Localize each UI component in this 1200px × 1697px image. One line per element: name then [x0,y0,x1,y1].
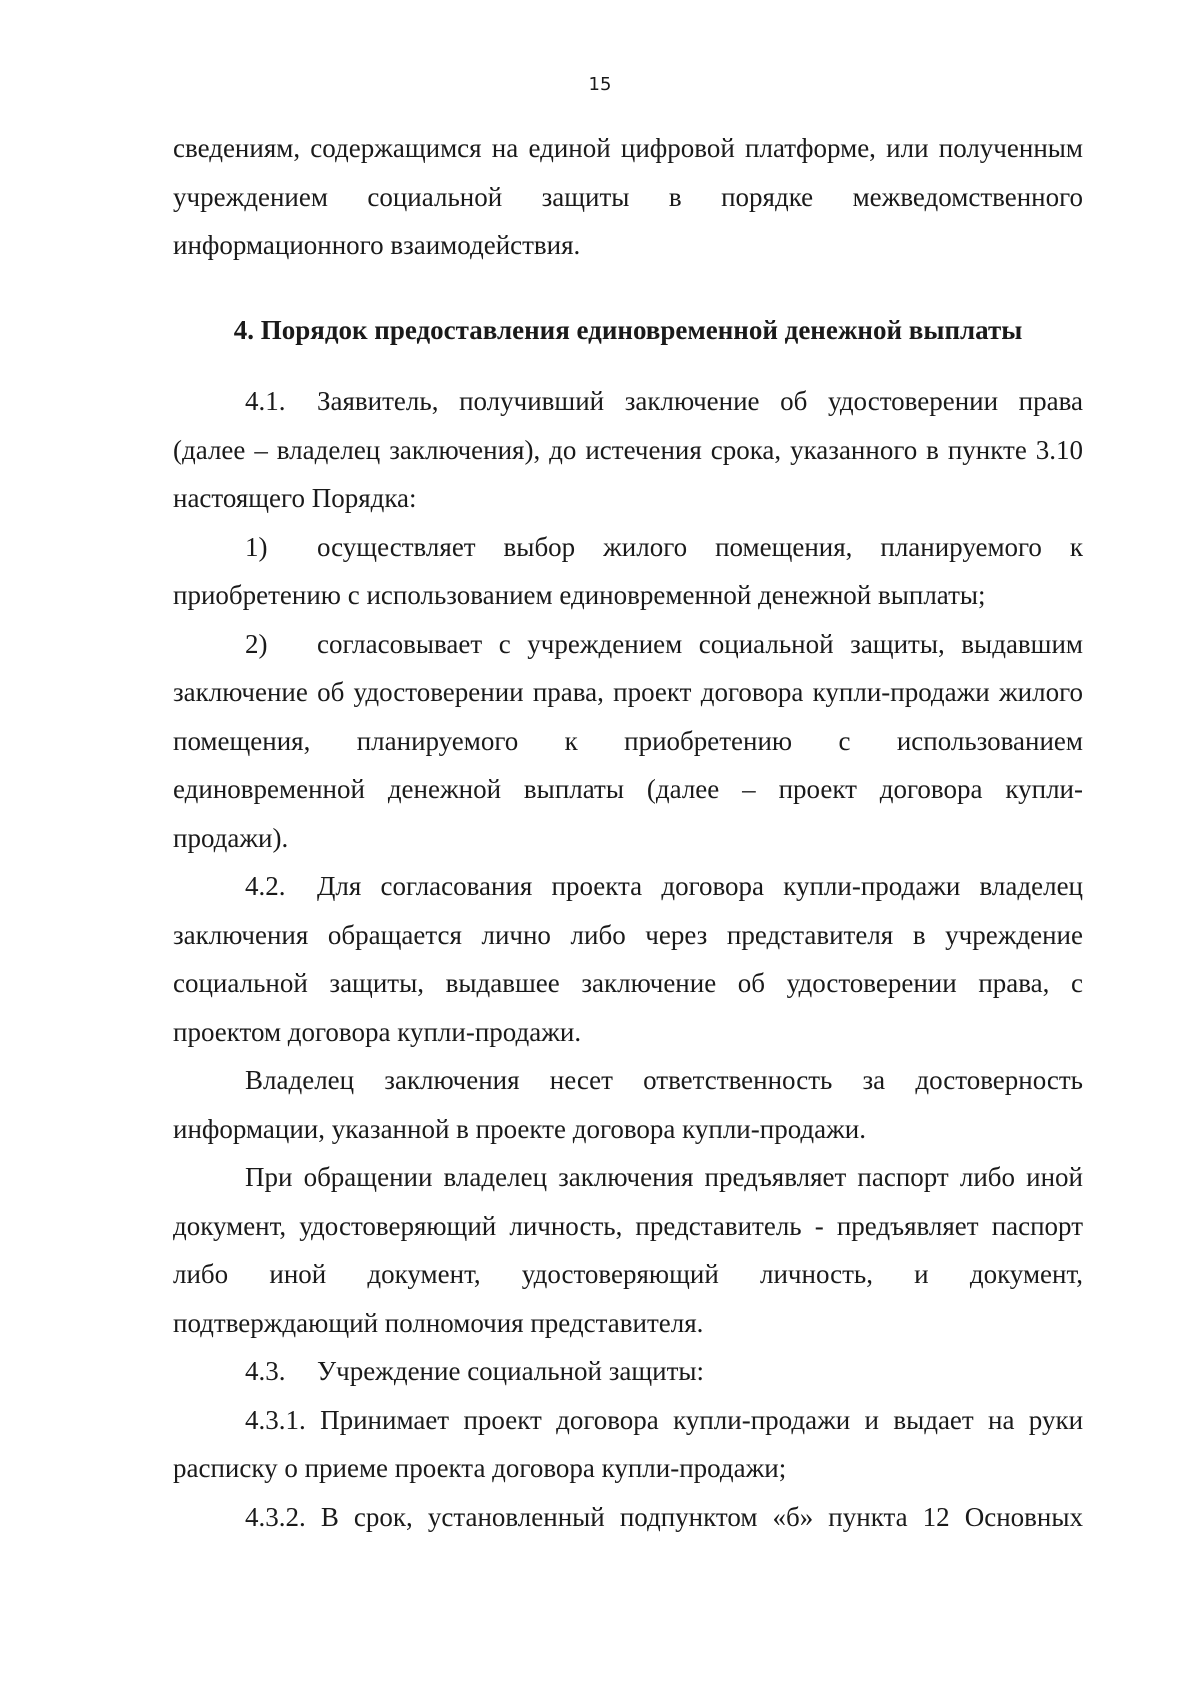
section-heading: 4. Порядок предоставления единовременной денежной выплаты [233,314,1023,345]
paragraph-responsibility [173,1056,1083,1153]
paragraph-text: Для согласования проекта договора купли-продажи владелец заключения обращается лично либо через представителя в учреждение социальной защиты, выдавшее заключение об удостоверении права, с проектом договора купли-продажи. [173,871,1083,1047]
paragraph-4-2 [173,862,1083,1056]
paragraph-4-3 [173,1347,1083,1396]
paragraph-text: В срок, установленный подпунктом «б» пункта 12 Основных [320,1501,1084,1532]
paragraph-text: Принимает проект договора купли-продажи и выдает на руки расписку о приеме проекта договора купли-продажи; [173,1404,1084,1483]
paragraph-4-3-1 [173,1396,1083,1493]
paragraph-number: 4.3.1. [245,1404,306,1435]
list-item-number: 2) [245,628,268,659]
paragraph-number: 4.3.2. [245,1501,306,1532]
paragraph-number: 4.1. [245,386,286,416]
paragraph-text: При обращении владелец заключения предъявляет паспорт либо иной документ, удостоверяющий личность, представитель - предъявляет паспорт либо иной документ, удостоверяющий личность, и документ, подтверждающий полномочия представителя. [173,1162,1083,1338]
paragraph-number: 4.3. [245,1356,286,1386]
document-body [173,124,1083,1541]
paragraph-documents [173,1153,1083,1347]
paragraph-text: Владелец заключения несет ответственность за достоверность информации, указанной в проекте договора купли-продажи. [173,1065,1083,1144]
paragraph-number: 4.2. [245,871,286,901]
paragraph-4-3-2 [173,1493,1083,1542]
list-item-text: осуществляет выбор жилого помещения, планируемого к приобретению с использованием единовременной денежной выплаты; [173,531,1083,610]
list-item-1 [173,523,1083,620]
list-item-text: согласовывает с учреждением социальной защиты, выдавшим заключение об удостоверении права, проект договора купли-продажи жилого помещения, планируемого к приобретению с использованием единовременной денежной выплаты (далее – проект договора купли-продажи). [173,628,1083,853]
paragraph-text: Учреждение социальной защиты: [317,1356,705,1386]
list-item-number: 1) [245,531,268,562]
page-number: 15 [588,74,612,95]
continuation-paragraph: сведениям, содержащимся на единой цифровой платформе, или полученным учреждением социальной защиты в порядке межведомственного информационного взаимодействия. [173,133,1083,260]
paragraph-text: Заявитель, получивший заключение об удостоверении права (далее – владелец заключения), до истечения срока, указанного в пункте 3.10 настоящего Порядка: [173,386,1083,513]
list-item-2 [173,620,1083,863]
paragraph-4-1 [173,377,1083,523]
